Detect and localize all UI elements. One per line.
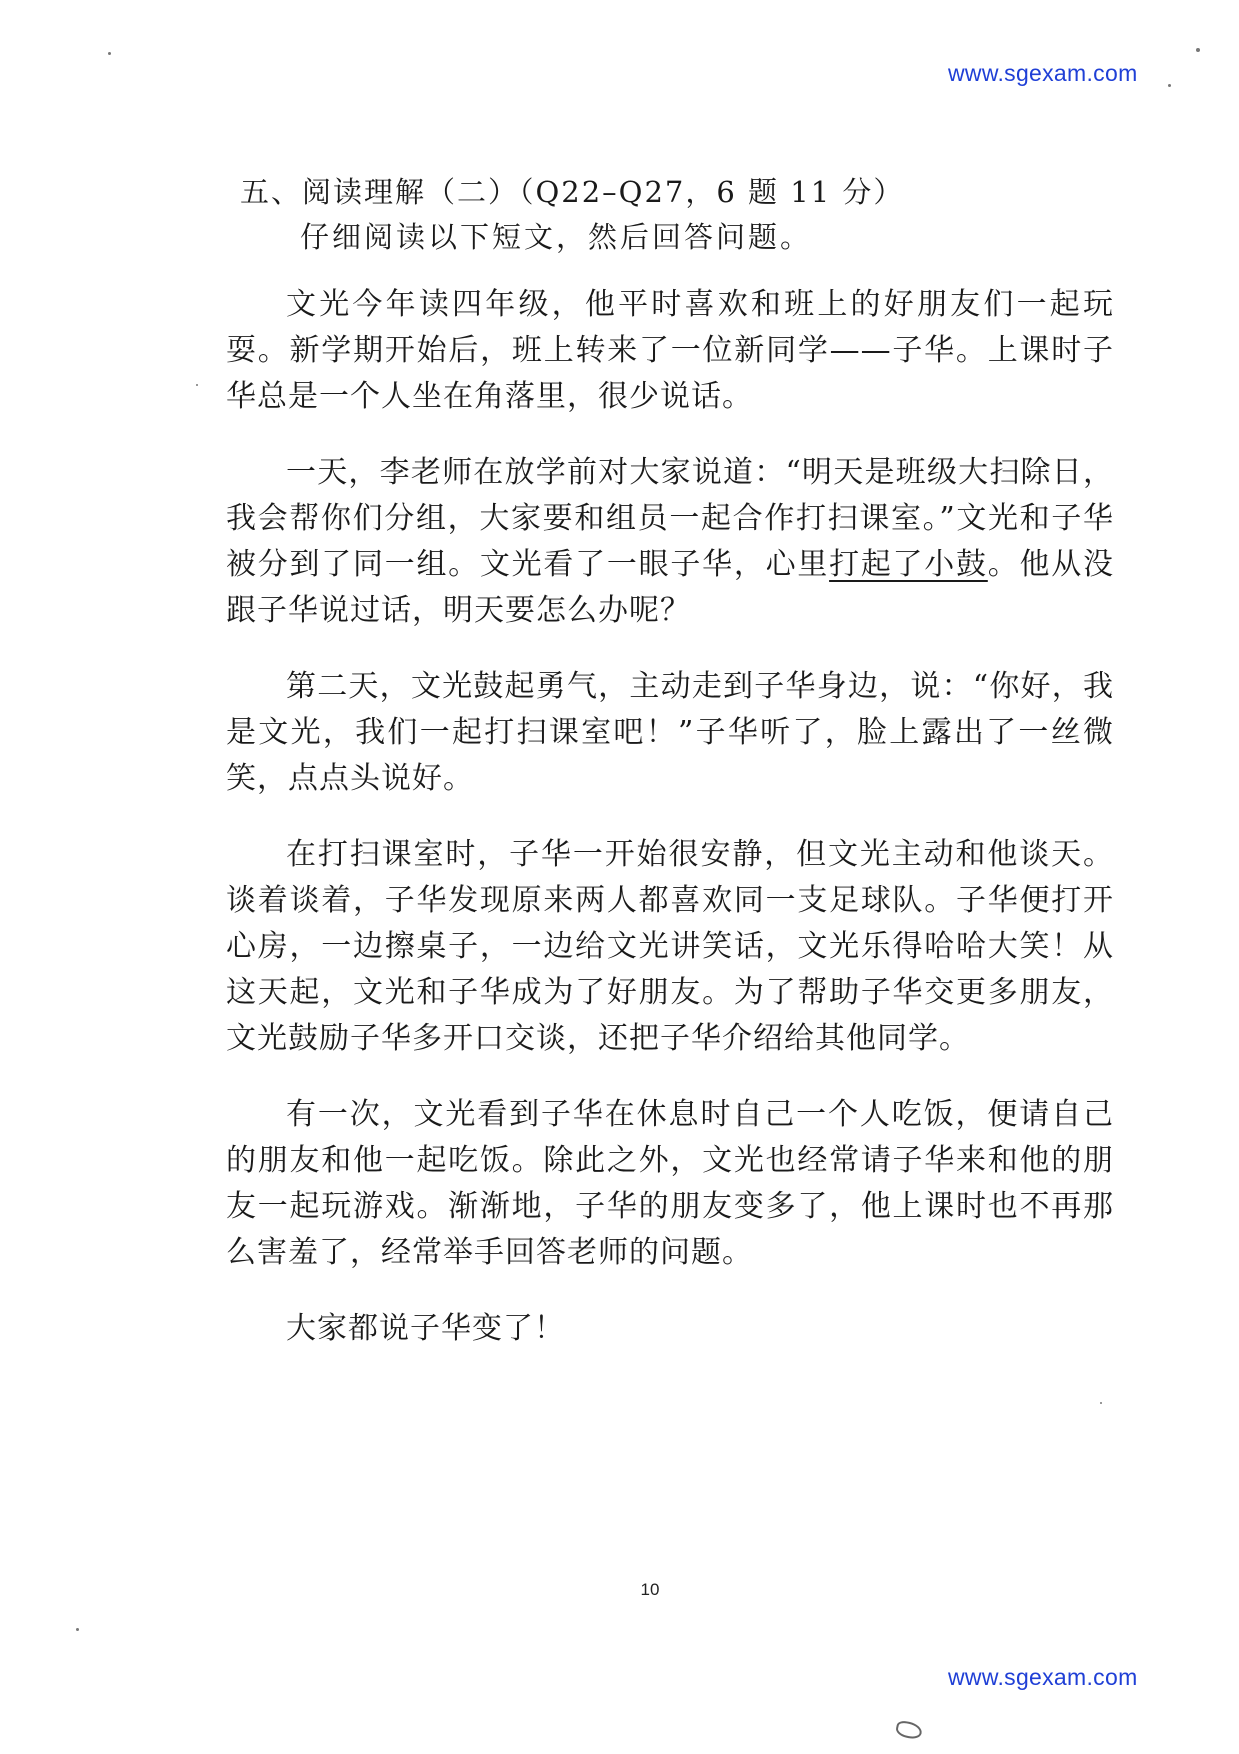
passage-paragraph-5: 有一次，文光看到子华在休息时自己一个人吃饭，便请自己的朋友和他一起吃饭。除此之外，文光也经常请子华来和他的朋友一起玩游戏。渐渐地，子华的朋友变多了，他上课时也不再那么害羞了，经常举手回答老师的问题。 bbox=[226, 1097, 1114, 1270]
scan-speck bbox=[76, 1628, 79, 1631]
scan-speck bbox=[1168, 84, 1171, 87]
passage-paragraph-1: 文光今年读四年级，他平时喜欢和班上的好朋友们一起玩耍。新学期开始后，班上转来了一位新同学——子华。上课时子华总是一个人坐在角落里，很少说话。 bbox=[226, 287, 1114, 414]
section-heading: 五、阅读理解（二）（Q22–Q27，6 题 11 分） bbox=[240, 175, 905, 209]
passage-paragraph-6: 大家都说子华变了！ bbox=[286, 1311, 565, 1346]
passage-paragraph-3: 第二天，文光鼓起勇气，主动走到子华身边，说：“你好，我是文光，我们一起打扫课室吧！”子华听了，脸上露出了一丝微笑，点点头说好。 bbox=[226, 669, 1114, 796]
scan-speck bbox=[108, 52, 111, 55]
paragraph-2-text-start: 一天，李老师在放学前对大家说道：“明天是班级大扫除日，我会帮你们分组，大家要和组员一起合作打扫课室。”文光和子华被分到了同一组。文光看了一眼子华，心里 bbox=[226, 455, 1114, 582]
paragraph-2-text-end: 。他从没跟子华说过话，明天要怎么办呢？ bbox=[226, 547, 1115, 628]
scan-speck bbox=[1100, 1402, 1102, 1404]
scan-speck bbox=[1196, 48, 1200, 52]
watermark-bottom: www.sgexam.com bbox=[948, 1664, 1138, 1690]
passage-paragraph-4: 在打扫课室时，子华一开始很安静，但文光主动和他谈天。谈着谈着，子华发现原来两人都喜欢同一支足球队。子华便打开心房，一边擦桌子，一边给文光讲笑话，文光乐得哈哈大笑！从这天起，文光和子华成为了好朋友。为了帮助子华交更多朋友，文光鼓励子华多开口交谈，还把子华介绍给其他同学。 bbox=[226, 837, 1114, 1056]
scan-mark bbox=[895, 1719, 924, 1740]
reading-passage bbox=[226, 282, 1114, 1382]
passage-paragraph-2 bbox=[226, 450, 1114, 634]
underlined-phrase: 打起了小鼓 bbox=[829, 547, 988, 582]
page-number: 10 bbox=[640, 1580, 660, 1599]
scan-speck bbox=[196, 384, 198, 386]
section-instruction: 仔细阅读以下短文，然后回答问题。 bbox=[300, 220, 813, 254]
watermark-top: www.sgexam.com bbox=[948, 60, 1138, 86]
